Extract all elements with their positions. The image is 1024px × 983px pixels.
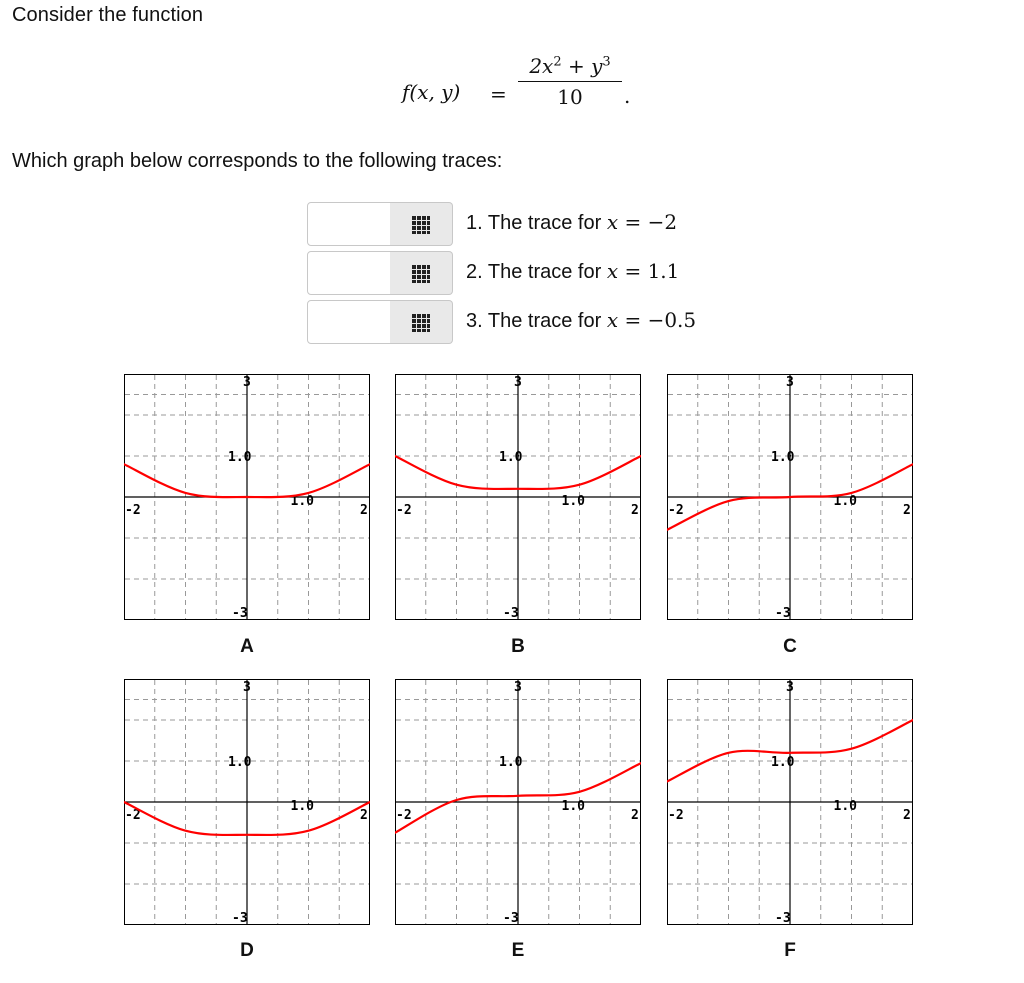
answer-picker-3[interactable] xyxy=(390,300,453,344)
graph-b-letter: B xyxy=(511,636,525,657)
formula-numerator: $2x^2 + y^3$ xyxy=(529,54,611,78)
x-min-label: -2 xyxy=(668,808,684,823)
y-mid-label: 1.0 xyxy=(228,755,252,770)
graph-f-letter: F xyxy=(784,940,796,961)
graph-plot xyxy=(395,374,641,620)
answer-picker-1[interactable] xyxy=(390,202,453,246)
graph-e[interactable] xyxy=(395,679,641,925)
y-max-label: 3 xyxy=(786,680,794,696)
question-text: Which graph below corresponds to the following traces: xyxy=(12,150,503,172)
x-min-label: -2 xyxy=(125,808,141,823)
x-max-label: 2 xyxy=(631,503,639,518)
graph-d-letter: D xyxy=(240,940,254,961)
formula-equals: = xyxy=(490,82,507,106)
x-max-label: 2 xyxy=(360,503,368,518)
x-min-label: -2 xyxy=(668,503,684,518)
y-mid-label: 1.0 xyxy=(771,755,795,770)
answer-input-3[interactable] xyxy=(307,300,391,344)
y-mid-label: 1.0 xyxy=(499,450,523,465)
graph-a-letter: A xyxy=(240,636,254,657)
x-max-label: 2 xyxy=(903,503,911,518)
y-min-label: -3 xyxy=(232,606,248,620)
x-max-label: 2 xyxy=(360,808,368,823)
answer-row-1 xyxy=(307,202,737,250)
formula-denominator: 10 xyxy=(557,85,583,109)
x-min-label: -2 xyxy=(396,808,412,823)
formula-terminator: . xyxy=(624,84,631,108)
x-min-label: -2 xyxy=(396,503,412,518)
graph-b[interactable] xyxy=(395,374,641,620)
answer-label-1: 1. The trace for x = −2 xyxy=(466,210,678,234)
grid-icon xyxy=(411,264,431,284)
x-mid-label: 1.0 xyxy=(290,494,314,509)
x-mid-label: 1.0 xyxy=(561,799,585,814)
answer-picker-2[interactable] xyxy=(390,251,453,295)
answer-row-2 xyxy=(307,251,737,299)
grid-icon xyxy=(411,313,431,333)
grid-icon xyxy=(411,215,431,235)
x-mid-label: 1.0 xyxy=(833,494,857,509)
y-mid-label: 1.0 xyxy=(771,450,795,465)
graph-plot xyxy=(395,679,641,925)
x-max-label: 2 xyxy=(903,808,911,823)
answer-input-1[interactable] xyxy=(307,202,391,246)
function-formula xyxy=(402,54,642,124)
intro-text: Consider the function xyxy=(12,4,204,26)
graph-plot xyxy=(124,374,370,620)
answer-input-2[interactable] xyxy=(307,251,391,295)
formula-fraction xyxy=(518,54,622,109)
x-min-label: -2 xyxy=(125,503,141,518)
answer-row-3 xyxy=(307,300,737,348)
x-max-label: 2 xyxy=(631,808,639,823)
x-mid-label: 1.0 xyxy=(290,799,314,814)
graph-c-letter: C xyxy=(783,636,797,657)
y-max-label: 3 xyxy=(243,680,251,696)
answer-label-2: 2. The trace for x = 1.1 xyxy=(466,259,680,283)
y-mid-label: 1.0 xyxy=(499,755,523,770)
y-min-label: -3 xyxy=(775,911,791,925)
graph-e-letter: E xyxy=(511,940,525,961)
graph-f[interactable] xyxy=(667,679,913,925)
x-mid-label: 1.0 xyxy=(561,494,585,509)
graph-plot xyxy=(667,679,913,925)
graph-plot xyxy=(124,679,370,925)
y-min-label: -3 xyxy=(775,606,791,620)
y-max-label: 3 xyxy=(243,375,251,391)
y-min-label: -3 xyxy=(232,911,248,925)
y-max-label: 3 xyxy=(786,375,794,391)
answer-label-3: 3. The trace for x = −0.5 xyxy=(466,308,697,332)
graph-plot xyxy=(667,374,913,620)
formula-lhs: f(x, y) xyxy=(402,80,461,104)
y-max-label: 3 xyxy=(514,375,522,391)
graph-a[interactable] xyxy=(124,374,370,620)
x-mid-label: 1.0 xyxy=(833,799,857,814)
y-min-label: -3 xyxy=(503,606,519,620)
graph-c[interactable] xyxy=(667,374,913,620)
y-mid-label: 1.0 xyxy=(228,450,252,465)
y-max-label: 3 xyxy=(514,680,522,696)
graph-d[interactable] xyxy=(124,679,370,925)
y-min-label: -3 xyxy=(503,911,519,925)
